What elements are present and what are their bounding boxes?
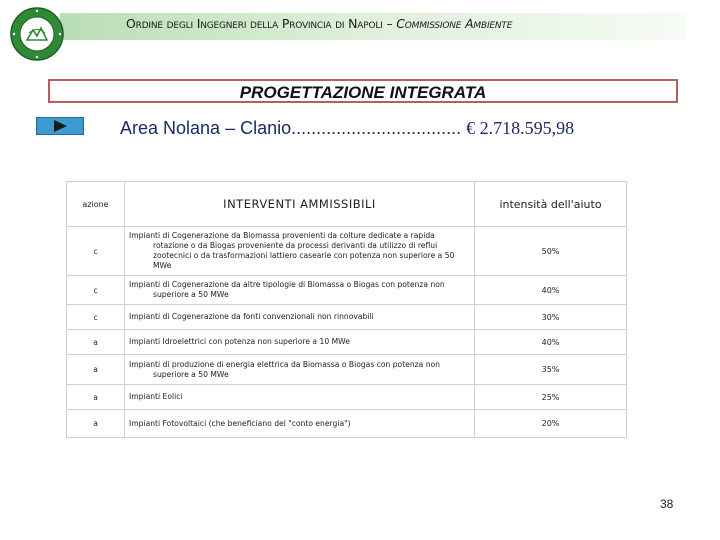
area-amount: € 2.718.595,98 bbox=[466, 118, 575, 138]
cell-azione: c bbox=[67, 305, 125, 330]
cell-azione: c bbox=[67, 227, 125, 276]
cell-description-text: Impianti di Cogenerazione da altre tipologie di Biomassa o Biogas con potenza non superiore a 50 MWe bbox=[129, 280, 445, 299]
cell-description-text: Impianti Eolici bbox=[129, 392, 183, 401]
table-header-row bbox=[67, 182, 627, 227]
header-title-separator: – bbox=[382, 16, 397, 31]
cell-azione: a bbox=[67, 385, 125, 410]
table-row bbox=[67, 330, 627, 355]
header-title bbox=[126, 16, 646, 31]
cell-azione: c bbox=[67, 276, 125, 305]
cell-percentage: 30% bbox=[475, 305, 627, 330]
title-box bbox=[48, 79, 678, 103]
table-row bbox=[67, 385, 627, 410]
cell-description bbox=[125, 305, 475, 330]
area-label: Area Nolana – Clanio.................................. bbox=[120, 118, 462, 138]
cell-description-text: Impianti di Cogenerazione da Biomassa provenienti da colture dedicate a rapida rotazione o da Biogas proveniente da processi derivanti da utilizzo di reflui zootecnici o da trasformazioni lattiero casearie con potenza non superiore a 50 MWe bbox=[129, 231, 455, 270]
page-number: 38 bbox=[660, 497, 674, 511]
cell-description bbox=[125, 276, 475, 305]
table-row bbox=[67, 305, 627, 330]
cell-description bbox=[125, 227, 475, 276]
cell-percentage: 50% bbox=[475, 227, 627, 276]
order-logo-icon bbox=[9, 6, 65, 62]
cell-description-text: Impianti di Cogenerazione da fonti convenzionali non rinnovabili bbox=[129, 312, 374, 321]
area-line bbox=[120, 118, 574, 139]
cell-description-text: Impianti Idroelettrici con potenza non superiore a 10 MWe bbox=[129, 337, 350, 346]
header-title-sub: Commissione Ambiente bbox=[396, 16, 513, 31]
cell-description bbox=[125, 410, 475, 438]
cell-percentage: 40% bbox=[475, 276, 627, 305]
table-row bbox=[67, 276, 627, 305]
cell-azione: a bbox=[67, 410, 125, 438]
cell-description bbox=[125, 355, 475, 385]
table-row bbox=[67, 227, 627, 276]
cell-percentage: 25% bbox=[475, 385, 627, 410]
cell-percentage: 35% bbox=[475, 355, 627, 385]
header-interventi: INTERVENTI AMMISSIBILI bbox=[125, 182, 475, 227]
cell-description bbox=[125, 330, 475, 355]
table-row bbox=[67, 355, 627, 385]
cell-percentage: 40% bbox=[475, 330, 627, 355]
interventions-table bbox=[66, 181, 627, 438]
cell-percentage: 20% bbox=[475, 410, 627, 438]
header-title-main: Ordine degli Ingegneri della Provincia di Napoli bbox=[126, 16, 383, 31]
header-intensita: intensità dell'aiuto bbox=[475, 182, 627, 227]
cell-description-text: Impianti di produzione di energia elettrica da Biomassa o Biogas con potenza non superiore a 50 MWe bbox=[129, 359, 440, 379]
cell-description-text: Impianti Fotovoltaici (che beneficiano del "conto energia") bbox=[129, 418, 351, 428]
cell-azione: a bbox=[67, 330, 125, 355]
play-icon bbox=[37, 118, 83, 134]
header-azione: azione bbox=[67, 182, 125, 227]
cell-azione: a bbox=[67, 355, 125, 385]
cell-description bbox=[125, 385, 475, 410]
table-row bbox=[67, 410, 627, 438]
play-button[interactable] bbox=[36, 117, 84, 135]
page-title: PROGETTAZIONE INTEGRATA bbox=[239, 83, 487, 102]
